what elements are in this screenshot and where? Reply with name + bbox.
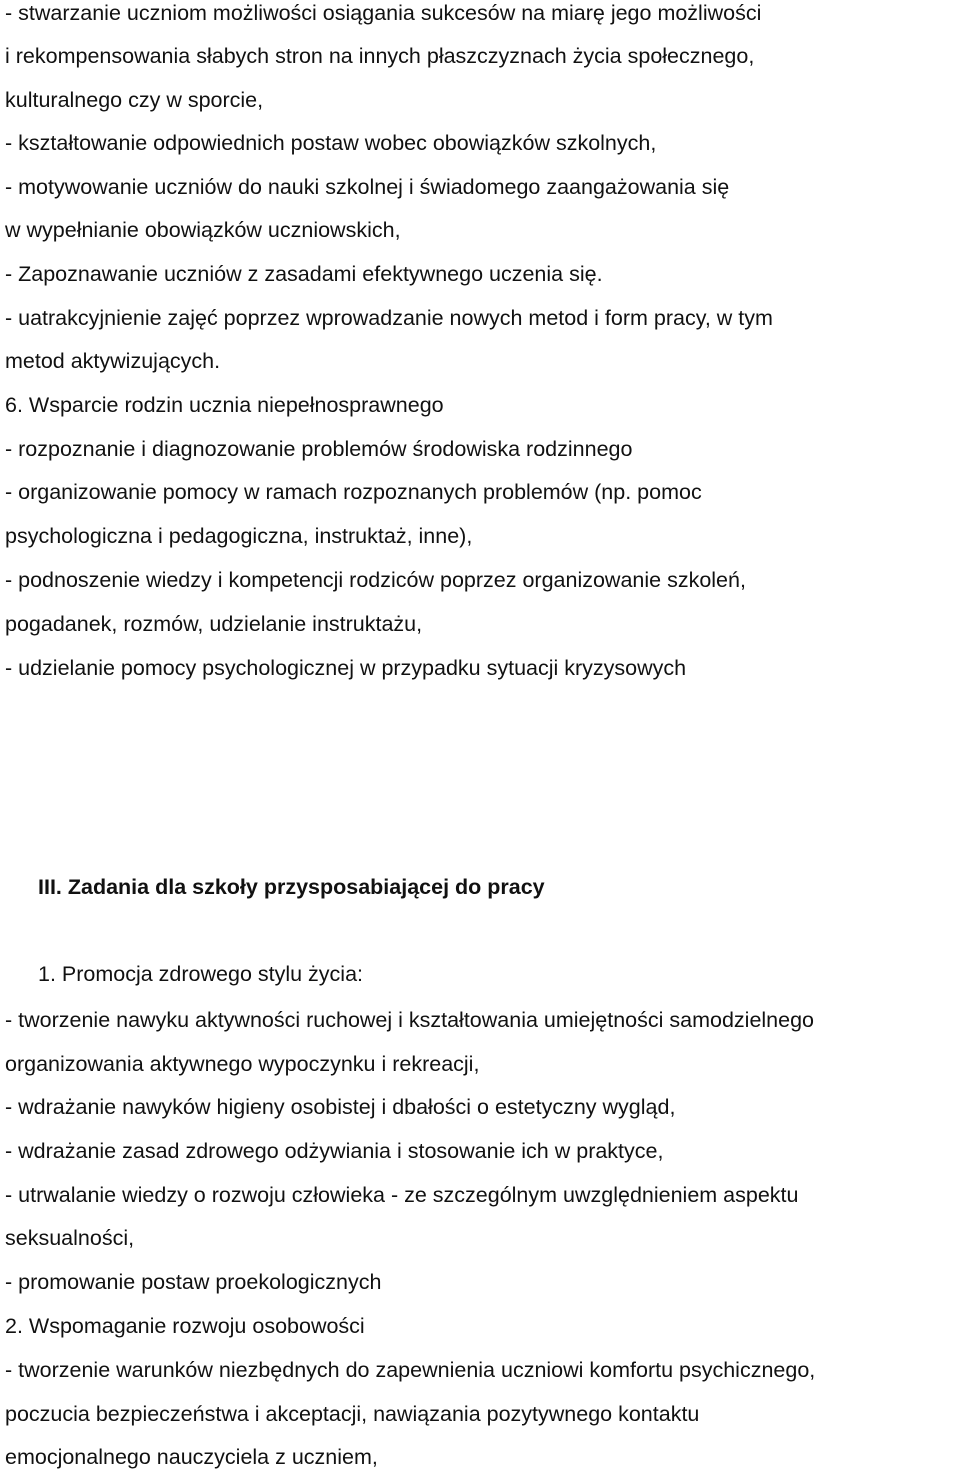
text-line: poczucia bezpieczeństwa i akceptacji, nawiązania pozytywnego kontaktu [5,1402,700,1426]
text-line: kulturalnego czy w sporcie, [5,88,264,112]
text-line: - tworzenie warunków niezbędnych do zapewnienia uczniowi komfortu psychicznego, [5,1358,816,1382]
text-line: - uatrakcyjnienie zajęć poprzez wprowadzanie nowych metod i form pracy, w tym [5,306,773,330]
text-line: w wypełnianie obowiązków uczniowskich, [5,218,401,242]
text-line: - wdrażanie zasad zdrowego odżywiania i stosowanie ich w praktyce, [5,1139,664,1163]
text-line: emocjonalnego nauczyciela z uczniem, [5,1445,378,1469]
text-line: i rekompensowania słabych stron na innych płaszczyznach życia społecznego, [5,44,755,68]
text-line: - promowanie postaw proekologicznych [5,1270,382,1294]
text-line: - utrwalanie wiedzy o rozwoju człowieka - ze szczególnym uwzględnieniem aspektu [5,1183,799,1207]
text-line: psychologiczna i pedagogiczna, instruktaż, inne), [5,524,473,548]
text-line: - organizowanie pomocy w ramach rozpoznanych problemów (np. pomoc [5,480,702,504]
text-line: seksualności, [5,1226,135,1250]
text-line: - Zapoznawanie uczniów z zasadami efektywnego uczenia się. [5,262,603,286]
text-line: - udzielanie pomocy psychologicznej w przypadku sytuacji kryzysowych [5,656,687,680]
text-line: - motywowanie uczniów do nauki szkolnej i świadomego zaangażowania się [5,175,730,199]
text-line: - podnoszenie wiedzy i kompetencji rodziców poprzez organizowanie szkoleń, [5,568,746,592]
text-line: - tworzenie nawyku aktywności ruchowej i kształtowania umiejętności samodzielnego [5,1008,815,1032]
list-item-title: 1. Promocja zdrowego stylu życia: [38,962,364,986]
text-line: - rozpoznanie i diagnozowanie problemów środowiska rodzinnego [5,437,633,461]
text-line: - stwarzanie uczniom możliwości osiągania sukcesów na miarę jego możliwości [5,1,762,25]
text-line: pogadanek, rozmów, udzielanie instruktażu, [5,612,423,636]
text-line: metod aktywizujących. [5,349,221,373]
text-line: - kształtowanie odpowiednich postaw wobec obowiązków szkolnych, [5,131,657,155]
text-line: - wdrażanie nawyków higieny osobistej i dbałości o estetyczny wygląd, [5,1095,676,1119]
text-line: 6. Wsparcie rodzin ucznia niepełnosprawnego [5,393,444,417]
text-line: organizowania aktywnego wypoczynku i rekreacji, [5,1052,480,1076]
section-heading: III. Zadania dla szkoły przysposabiającej do pracy [38,875,545,899]
text-line: 2. Wspomaganie rozwoju osobowości [5,1314,365,1338]
